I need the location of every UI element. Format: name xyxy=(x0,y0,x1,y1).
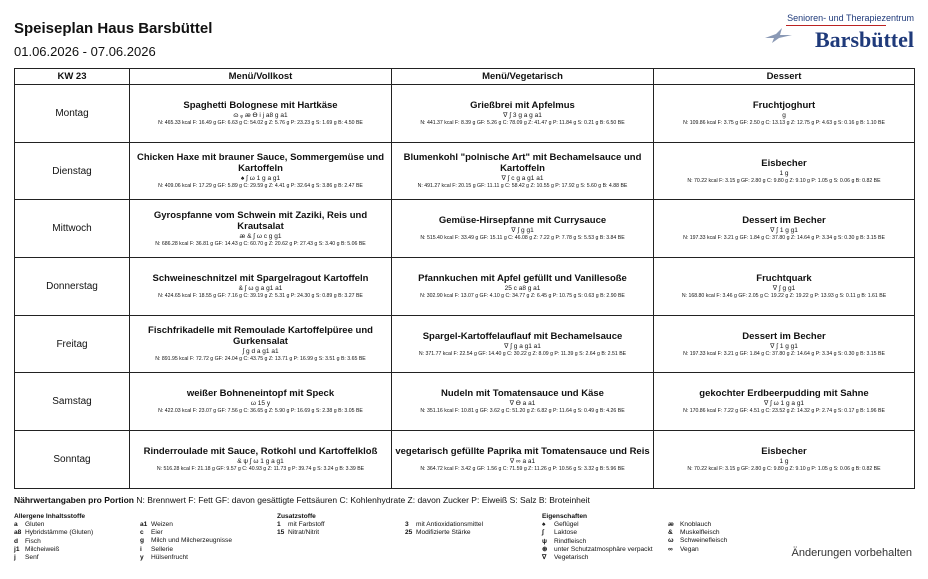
legend-key: ♠ xyxy=(542,521,546,529)
legend-item xyxy=(140,554,232,562)
day-cell: Donnerstag xyxy=(15,258,130,316)
table-row xyxy=(15,142,915,200)
legend-item xyxy=(542,529,653,537)
additives-title: Zusatzstoffe xyxy=(277,513,316,520)
dish-codes: ∇ ∫ 1 g g1 xyxy=(770,227,798,235)
legend-key: ∇ xyxy=(542,554,547,562)
properties-list-1 xyxy=(542,521,653,562)
dish-nutrition: N: 70.22 kcal F: 3.15 g GF: 2.80 g C: 9.80 g Z: 9.10 g P: 1.05 g S: 0.06 g B: 0.82 BE xyxy=(687,465,881,472)
dish-name: Eisbecher xyxy=(761,157,807,169)
dish-nutrition: N: 516.28 kcal F: 21.18 g GF: 9.57 g C: 40.93 g Z: 11.73 g P: 39.74 g S: 3.24 g B: 3.39 BE xyxy=(156,465,365,472)
meal-cell xyxy=(654,142,915,200)
legend-item xyxy=(14,554,93,562)
dish-codes: ∫ g d a g1 a1 xyxy=(242,348,279,356)
dish-codes: 1 g xyxy=(779,457,789,465)
dish-nutrition: N: 409.06 kcal F: 17.29 g GF: 5.89 g C: 29.59 g Z: 4.41 g P: 32.64 g S: 3.86 g B: 2.47 BE xyxy=(158,183,363,190)
meal-cell xyxy=(130,431,392,489)
logo-divider xyxy=(786,25,886,26)
dish-name: Grießbrei mit Apfelmus xyxy=(470,99,575,111)
properties-legend-col1 xyxy=(542,513,653,562)
logo-subtitle: Senioren- und Therapiezentrum xyxy=(787,13,914,23)
legend-item xyxy=(140,529,232,537)
dish-nutrition: N: 441.37 kcal F: 8.39 g GF: 5.26 g C: 78.09 g Z: 41.47 g P: 11.84 g S: 0.21 g B: 6.50 BE xyxy=(420,119,625,126)
additives-list-2 xyxy=(405,521,483,537)
meal-cell xyxy=(392,142,654,200)
dish-name: Fruchtjoghurt xyxy=(752,99,816,111)
nutrition-legend xyxy=(14,495,590,505)
properties-list-2 xyxy=(668,521,727,554)
table-row xyxy=(15,200,915,258)
column-header-vollkost: Menü/Vollkost xyxy=(130,69,392,85)
legend-key: 3 xyxy=(405,521,409,528)
dish-codes: ∇ ∫ ω 1 g a g1 xyxy=(763,400,805,408)
dish-name: Chicken Haxe mit brauner Sauce, Sommergemüse und Kartoffeln xyxy=(136,152,385,175)
legend-item xyxy=(542,521,653,529)
dish-nutrition: N: 197.33 kcal F: 3.21 g GF: 1.84 g C: 37.80 g Z: 14.64 g P: 3.34 g S: 0.30 g B: 3.15 BE xyxy=(683,350,885,357)
dish-nutrition: N: 351.16 kcal F: 10.81 g GF: 3.62 g C: 51.20 g Z: 6.82 g P: 11.64 g S: 0.49 g B: 4.26 BE xyxy=(420,408,625,415)
meal-cell xyxy=(392,258,654,316)
dish-name: Gemüse-Hirsepfanne mit Currysauce xyxy=(438,215,607,227)
dish-name: gekochter Erdbeerpudding mit Sahne xyxy=(699,388,869,400)
meal-cell xyxy=(392,200,654,258)
nutrition-legend-text: N: Brennwert F: Fett GF: davon gesättigte Fettsäuren C: Kohlenhydrate Z: davon Zucker P: Eiweiß S: Salz B: Broteinheit xyxy=(136,495,590,505)
legend-item xyxy=(140,537,232,545)
legend-label: Hybridstämme (Gluten) xyxy=(25,529,94,537)
legend-label: Geflügel xyxy=(554,521,579,529)
changes-reserved-note: Änderungen vorbehalten xyxy=(791,547,912,559)
legend-label: Fisch xyxy=(25,537,41,545)
bird-icon xyxy=(764,26,794,44)
nutrition-legend-label: Nährwertangaben pro Portion xyxy=(14,495,134,505)
dish-name: Nudeln mit Tomatensauce und Käse xyxy=(441,388,604,400)
legend-label: Modifizierte Stärke xyxy=(416,529,471,537)
column-header-week: KW 23 xyxy=(15,69,130,85)
legend-key: a8 xyxy=(14,529,22,537)
dish-nutrition: N: 515.40 kcal F: 33.49 g GF: 15.11 g C: 46.08 g Z: 7.22 g P: 7.78 g S: 5.53 g B: 3.84 BE xyxy=(420,235,625,242)
legend-label: Senf xyxy=(25,554,39,562)
dish-codes: 25 c a8 g a1 xyxy=(504,284,541,292)
legend-key: 15 xyxy=(277,529,285,537)
legend-item xyxy=(542,538,653,546)
legend-label: Rindfleisch xyxy=(554,537,587,545)
legend-label: Knoblauch xyxy=(680,521,712,528)
dish-codes: & ∫ ω g a g1 a1 xyxy=(238,284,283,292)
legend-item xyxy=(140,546,232,554)
dish-codes: æ & ∫ ω c g g1 xyxy=(239,232,282,240)
legend-item xyxy=(14,521,93,529)
meal-cell xyxy=(130,315,392,373)
additives-legend-col2 xyxy=(405,521,483,537)
legend-item xyxy=(668,546,727,554)
legend-label: Schweinefleisch xyxy=(680,537,728,545)
dish-name: vegetarisch gefüllte Paprika mit Tomatensauce und Reis xyxy=(395,445,650,457)
dish-codes: ω 15 y xyxy=(250,400,271,408)
dish-nutrition: N: 424.65 kcal F: 18.55 g GF: 7.16 g C: 39.19 g Z: 5.31 g P: 24.30 g S: 0.89 g B: 3.27 BE xyxy=(158,292,363,299)
legend-item xyxy=(140,521,232,529)
meal-cell xyxy=(392,431,654,489)
allergens-legend-col1 xyxy=(14,513,93,562)
properties-title: Eigenschaften xyxy=(542,513,588,520)
meal-cell xyxy=(130,200,392,258)
legend-key: a xyxy=(14,521,18,529)
dish-nutrition: N: 491.27 kcal F: 20.15 g GF: 11.11 g C: 58.42 g Z: 10.55 g P: 17.92 g S: 5.60 g B: 4.88 BE xyxy=(417,183,628,190)
legend-label: Nitrat/Nitrit xyxy=(288,529,320,537)
column-header-vegetarisch: Menü/Vegetarisch xyxy=(392,69,654,85)
dish-name: Rinderroulade mit Sauce, Rotkohl und Kartoffelkloß xyxy=(143,445,378,457)
dish-name: Fruchtquark xyxy=(756,272,812,284)
dish-nutrition: N: 686.28 kcal F: 36.81 g GF: 14.43 g C: 60.70 g Z: 20.62 g P: 27.43 g S: 3.40 g B: 5.06 BE xyxy=(155,240,366,247)
legend-item xyxy=(668,537,727,545)
allergens-legend-col2 xyxy=(140,521,232,562)
dish-codes: ∇ ∞ a a1 xyxy=(509,457,536,465)
properties-legend-col2 xyxy=(668,521,727,554)
legend-item xyxy=(277,529,325,537)
table-header-row xyxy=(15,69,915,85)
allergens-title: Allergene Inhaltsstoffe xyxy=(14,513,86,520)
dish-name: Spargel-Kartoffelauflauf mit Bechamelsauce xyxy=(422,330,623,342)
table-row xyxy=(15,315,915,373)
dish-name: Schweineschnitzel mit Spargelragout Kartoffeln xyxy=(152,272,369,284)
dish-name: Blumenkohl "polnische Art" mit Bechamelsauce und Kartoffeln xyxy=(403,152,642,175)
legend-label: unter Schutzatmosphäre verpackt xyxy=(554,545,653,553)
dish-codes: ∇ Ѳ a a1 xyxy=(509,400,536,408)
logo-name: Barsbüttel xyxy=(815,27,914,52)
legend-label: Laktose xyxy=(554,529,578,537)
legend-label: Hülsenfrucht xyxy=(151,553,189,561)
menu-table xyxy=(14,68,915,489)
table-row xyxy=(15,373,915,431)
legend-item xyxy=(14,546,93,554)
meal-cell xyxy=(654,200,915,258)
dish-nutrition: N: 371.77 kcal F: 22.54 g GF: 14.40 g C: 30.22 g Z: 8.09 g P: 11.39 g S: 2.64 g B: 2.51 BE xyxy=(418,350,627,357)
legend-key: g xyxy=(140,537,145,545)
meal-cell xyxy=(654,373,915,431)
legend-key: j1 xyxy=(14,545,20,553)
legend-key: y xyxy=(140,553,144,561)
legend-label: Muskelfleisch xyxy=(680,529,720,537)
meal-cell xyxy=(130,85,392,143)
additives-list-1 xyxy=(277,521,325,537)
dish-codes: ∇ ∫ g g1 xyxy=(772,284,796,292)
dish-codes: & ψ ∫ ω 1 g a g1 xyxy=(237,457,284,465)
day-cell: Samstag xyxy=(15,373,130,431)
legend-item xyxy=(277,521,325,529)
meal-cell xyxy=(130,142,392,200)
legend-label: mit Farbstoff xyxy=(288,521,325,529)
meal-cell xyxy=(130,373,392,431)
meal-cell xyxy=(392,315,654,373)
meal-cell xyxy=(654,258,915,316)
dish-nutrition: N: 302.90 kcal F: 13.07 g GF: 4.10 g C: 34.77 g Z: 6.45 g P: 10.75 g S: 0.63 g B: 2.90 BE xyxy=(420,292,625,299)
legend-label: Vegetarisch xyxy=(554,554,589,562)
legend-key: æ xyxy=(668,521,674,528)
dish-nutrition: N: 197.33 kcal F: 3.21 g GF: 1.84 g C: 37.80 g Z: 14.64 g P: 3.34 g S: 0.30 g B: 3.15 BE xyxy=(683,235,885,242)
legend-key: ∞ xyxy=(668,545,673,553)
legend-label: Eier xyxy=(151,529,163,537)
legend-label: Weizen xyxy=(151,521,173,528)
legend-item xyxy=(668,529,727,537)
legend-label: Milcheiweiß xyxy=(25,545,60,553)
legend-key: c xyxy=(140,529,144,537)
additives-legend-col1 xyxy=(277,513,325,538)
column-header-dessert: Dessert xyxy=(654,69,915,85)
dish-nutrition: N: 422.03 kcal F: 23.07 g GF: 7.56 g C: 36.65 g Z: 5.90 g P: 16.69 g S: 2.38 g B: 3.05 BE xyxy=(158,408,363,415)
dish-codes: ♠ ∫ ω 1 g a g1 xyxy=(240,175,281,183)
legend-item xyxy=(542,546,653,554)
dish-codes: ∇ ∫ g g1 xyxy=(511,227,534,235)
meal-cell xyxy=(654,315,915,373)
allergens-list-2 xyxy=(140,521,232,562)
legend-label: Milch und Milcherzeugnisse xyxy=(151,537,232,545)
legend-item xyxy=(668,521,727,529)
dish-name: Pfannkuchen mit Apfel gefüllt und Vanillesoße xyxy=(418,272,627,284)
legend-label: Sellerie xyxy=(151,545,173,553)
dish-nutrition: N: 891.95 kcal F: 72.72 g GF: 24.04 g C: 43.75 g Z: 13.71 g P: 16.99 g S: 3.51 g B: 3.65 BE xyxy=(155,356,366,363)
dish-codes: ∇ ∫ g a g1 a1 xyxy=(504,342,541,350)
legend-item xyxy=(542,554,653,562)
legend-key: ω xyxy=(668,537,674,545)
legend-item xyxy=(14,538,93,546)
legend-label: Vegan xyxy=(680,545,699,553)
day-cell: Dienstag xyxy=(15,142,130,200)
dish-codes: ∇ ∫ 3 g a g a1 xyxy=(503,111,542,119)
menu-table-body xyxy=(15,85,915,489)
dish-codes: 1 g xyxy=(779,169,789,177)
dish-name: Spaghetti Bolognese mit Hartkäse xyxy=(183,99,338,111)
meal-cell xyxy=(392,373,654,431)
legend-key: ⊛ xyxy=(542,545,548,553)
legend-key: & xyxy=(668,529,673,537)
legend-key: d xyxy=(14,537,19,545)
date-range: 01.06.2026 - 07.06.2026 xyxy=(14,44,156,59)
legend-key: i xyxy=(140,545,142,553)
table-row xyxy=(15,431,915,489)
dish-nutrition: N: 109.86 kcal F: 3.75 g GF: 2.50 g C: 13.13 g Z: 12.75 g P: 4.63 g S: 0.16 g B: 1.10 BE xyxy=(683,119,885,126)
dish-name: Dessert im Becher xyxy=(742,215,826,227)
meal-cell xyxy=(130,258,392,316)
dish-codes: ∇ ∫ c g a g1 a1 xyxy=(501,175,544,183)
logo xyxy=(764,13,914,57)
dish-name: Fischfrikadelle mit Remoulade Kartoffelpüree und Gurkensalat xyxy=(148,325,373,348)
table-row xyxy=(15,258,915,316)
dish-codes: ɷ ᵩ æ Ѳ i j a8 g a1 xyxy=(233,111,288,119)
dish-nutrition: N: 170.86 kcal F: 7.22 g GF: 4.51 g C: 23.52 g Z: 14.32 g P: 2.74 g S: 0.17 g B: 1.96 BE xyxy=(683,408,885,415)
legend-label: mit Antioxidationsmittel xyxy=(416,521,484,528)
dish-codes: ∇ ∫ 1 g g1 xyxy=(770,342,798,350)
dish-nutrition: N: 70.22 kcal F: 3.15 g GF: 2.80 g C: 9.80 g Z: 9.10 g P: 1.05 g S: 0.06 g B: 0.82 BE xyxy=(687,177,881,184)
legend-key: 1 xyxy=(277,521,281,529)
dish-codes: g xyxy=(782,111,786,119)
legend-label: Gluten xyxy=(25,521,45,529)
day-cell: Freitag xyxy=(15,315,130,373)
legend-item xyxy=(405,521,483,529)
legend-key: a1 xyxy=(140,521,148,528)
legend-key: ∫ xyxy=(542,529,544,537)
dish-name: Eisbecher xyxy=(761,445,807,457)
legend-key: ψ xyxy=(542,537,547,545)
meal-cell xyxy=(654,431,915,489)
dish-name: Dessert im Becher xyxy=(742,330,826,342)
day-cell: Montag xyxy=(15,85,130,143)
table-row xyxy=(15,85,915,143)
dish-name: weißer Bohneneintopf mit Speck xyxy=(186,388,335,400)
page-title: Speiseplan Haus Barsbüttel xyxy=(14,20,213,37)
dish-name: Gyrospfanne vom Schwein mit Zaziki, Reis und Krautsalat xyxy=(153,209,368,232)
allergens-list-1 xyxy=(14,521,93,562)
meal-cell xyxy=(654,85,915,143)
meal-cell xyxy=(392,85,654,143)
legend-key: 25 xyxy=(405,529,413,537)
legend-key: j xyxy=(14,554,16,562)
legend-item xyxy=(14,529,93,537)
legend-item xyxy=(405,529,483,537)
dish-nutrition: N: 168.80 kcal F: 3.46 g GF: 2.05 g C: 19.22 g Z: 19.22 g P: 13.93 g S: 0.11 g B: 1.61 BE xyxy=(681,292,887,299)
dish-nutrition: N: 364.72 kcal F: 3.42 g GF: 1.56 g C: 71.59 g Z: 11.26 g P: 10.56 g S: 3.32 g B: 5.96 BE xyxy=(420,465,625,472)
dish-nutrition: N: 465.33 kcal F: 16.49 g GF: 6.63 g C: 54.02 g Z: 5.76 g P: 23.23 g S: 1.69 g B: 4.50 BE xyxy=(158,119,363,126)
day-cell: Mittwoch xyxy=(15,200,130,258)
day-cell: Sonntag xyxy=(15,431,130,489)
